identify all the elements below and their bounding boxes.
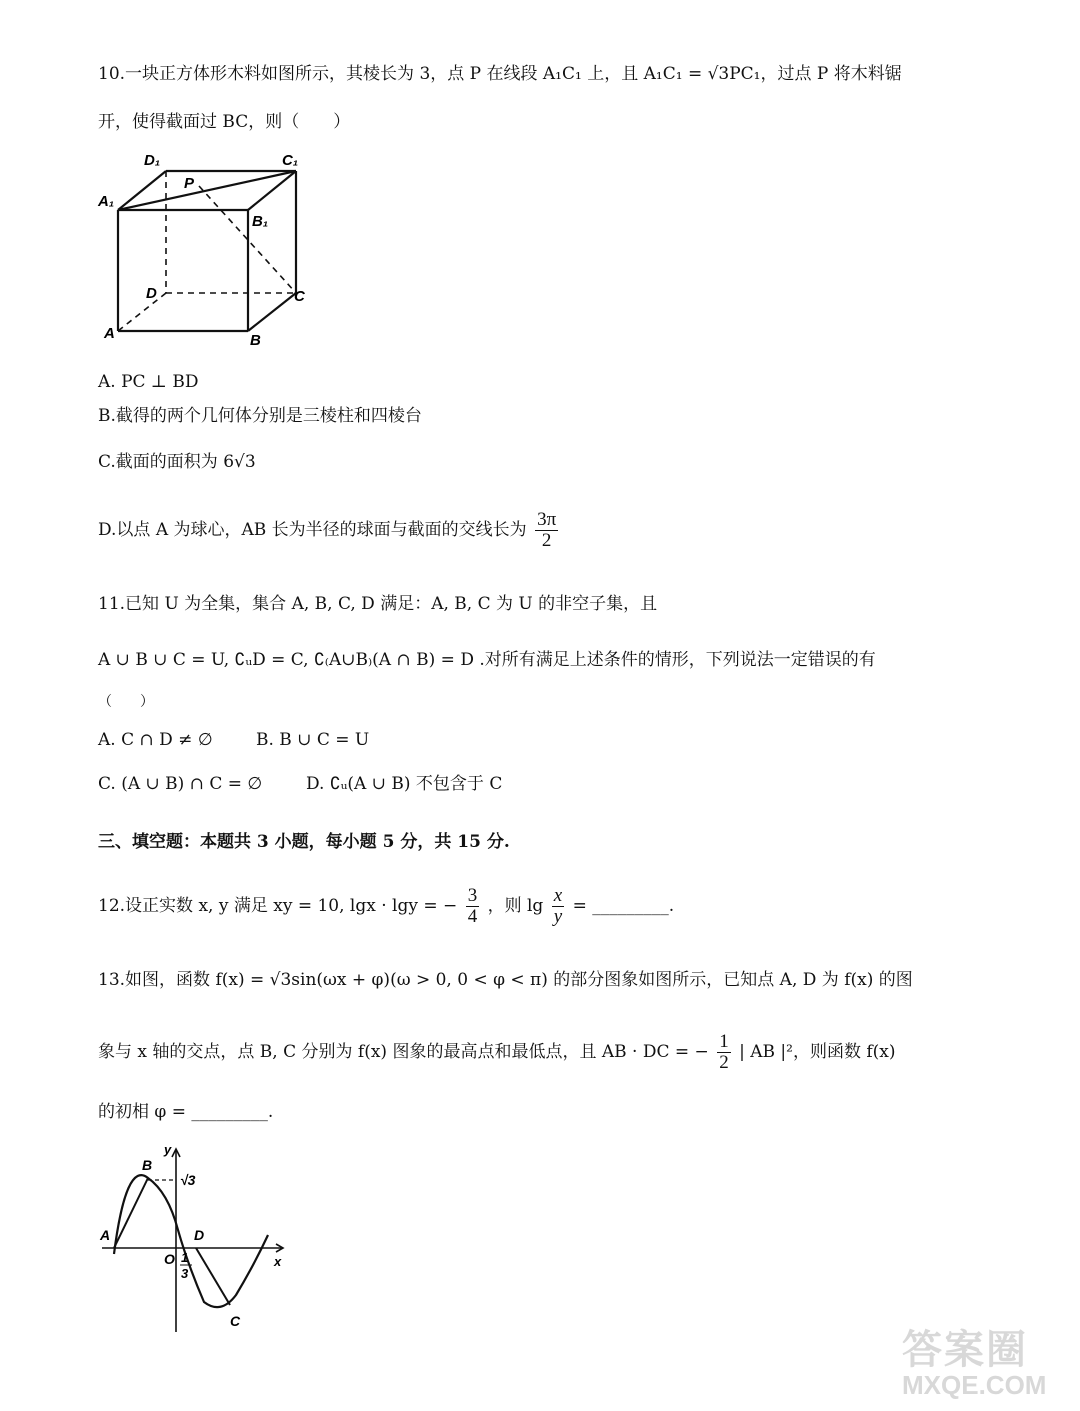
label-sqrt3: √3 — [180, 1172, 196, 1188]
q12-frac1-den: 4 — [467, 905, 478, 927]
vector-ab — [114, 1178, 148, 1248]
q11-option-b: B. B ∪ C = U — [256, 730, 370, 750]
label-b1: B₁ — [252, 213, 269, 230]
label-third-den: 3 — [181, 1266, 189, 1281]
q12-frac2-den: y — [553, 905, 563, 927]
q10-stem-line2: 开，使得截面过 BC，则（ ） — [98, 112, 351, 132]
label-c: C — [294, 288, 305, 305]
q11-stem-line3: （ ） — [98, 694, 154, 710]
label-p: P — [184, 175, 195, 192]
label-o: O — [164, 1251, 175, 1267]
q12-frac1-num: 3 — [467, 885, 478, 906]
label-d: D — [194, 1227, 205, 1243]
q11-option-c: C. (A ∪ B) ∩ C = ∅ — [98, 774, 263, 794]
label-d1: D₁ — [144, 152, 161, 169]
q12-part2: ，则 lg — [487, 896, 544, 917]
q10-option-d-den: 2 — [541, 529, 552, 551]
q13-line2-b: | AB |²，则函数 f(x) — [739, 1042, 896, 1063]
label-d: D — [146, 285, 157, 302]
q12-fraction-1 — [466, 886, 480, 927]
label-a: A — [104, 325, 115, 342]
q11-option-d: D. ∁ᵤ(A ∪ B) 不包含于 C — [306, 774, 503, 794]
q13-line2-a: 象与 x 轴的交点，点 B, C 分别为 f(x) 图象的最高点和最低点，且 AB · DC = − — [98, 1042, 709, 1063]
q13-frac-num: 1 — [719, 1031, 729, 1052]
section-3-heading: 三、填空题：本题共 3 小题，每小题 5 分，共 15 分. — [98, 832, 510, 852]
q12-line — [98, 886, 674, 927]
label-c1: C₁ — [282, 152, 299, 169]
q10-option-a: A. PC ⊥ BD — [98, 372, 199, 392]
watermark-logo: 答案圈 — [902, 1328, 1028, 1372]
q11-stem-line2: A ∪ B ∪ C = U, ∁ᵤD = C, ∁₍A∪B₎(A ∩ B) = D .对所有满足上述条件的情形，下列说法一定错误的有 — [98, 650, 876, 670]
segment-a1c1 — [118, 171, 296, 210]
q10-option-d-fraction — [535, 510, 558, 551]
label-b: B — [250, 332, 261, 349]
label-y: y — [164, 1142, 172, 1157]
q10-option-d-num: 3π — [537, 509, 557, 530]
watermark-url: MXQE.COM — [902, 1370, 1047, 1400]
edge-bc — [248, 293, 296, 331]
q10-option-b: B.截得的两个几何体分别是三棱柱和四棱台 — [98, 406, 422, 426]
cube-figure — [96, 148, 326, 353]
label-c: C — [230, 1313, 241, 1329]
sine-graph-figure — [96, 1140, 296, 1340]
q12-part1: 12.设正实数 x, y 满足 xy = 10, lgx · lgy = − — [98, 896, 458, 917]
label-a1: A₁ — [98, 193, 115, 210]
label-x: x — [274, 1254, 282, 1269]
q12-frac2-num: x — [553, 885, 563, 906]
q13-fraction — [717, 1032, 731, 1073]
q11-stem-line1: 11.已知 U 为全集，集合 A, B, C, D 满足：A, B, C 为 U 的非空子集，且 — [98, 594, 658, 614]
q11-option-a: A. C ∩ D ≠ ∅ — [98, 730, 213, 750]
label-third-num: 1 — [181, 1250, 189, 1265]
q13-line1: 13.如图，函数 f(x) = √3sin(ωx + φ)(ω > 0, 0 < φ < π) 的部分图象如图所示，已知点 A, D 为 f(x) 的图 — [98, 970, 913, 990]
label-a: A — [100, 1227, 111, 1243]
q10-option-d-text: D.以点 A 为球心，AB 长为半径的球面与截面的交线长为 — [98, 520, 527, 541]
label-b: B — [142, 1157, 153, 1173]
sine-curve — [114, 1175, 268, 1307]
q13-line3: 的初相 φ = _________. — [98, 1102, 274, 1122]
q13-frac-den: 2 — [719, 1051, 729, 1073]
q10-option-c: C.截面的面积为 6√3 — [98, 452, 256, 472]
edge-da-hidden — [118, 293, 166, 331]
q13-line2 — [98, 1032, 896, 1073]
q12-fraction-2 — [552, 886, 564, 927]
q12-part3: = _________. — [572, 896, 675, 917]
q10-stem-line1: 10.一块正方体形木料如图所示，其棱长为 3，点 P 在线段 A₁C₁ 上，且 A₁C₁ = √3PC₁，过点 P 将木料锯 — [98, 64, 902, 84]
q10-option-d — [98, 510, 561, 551]
